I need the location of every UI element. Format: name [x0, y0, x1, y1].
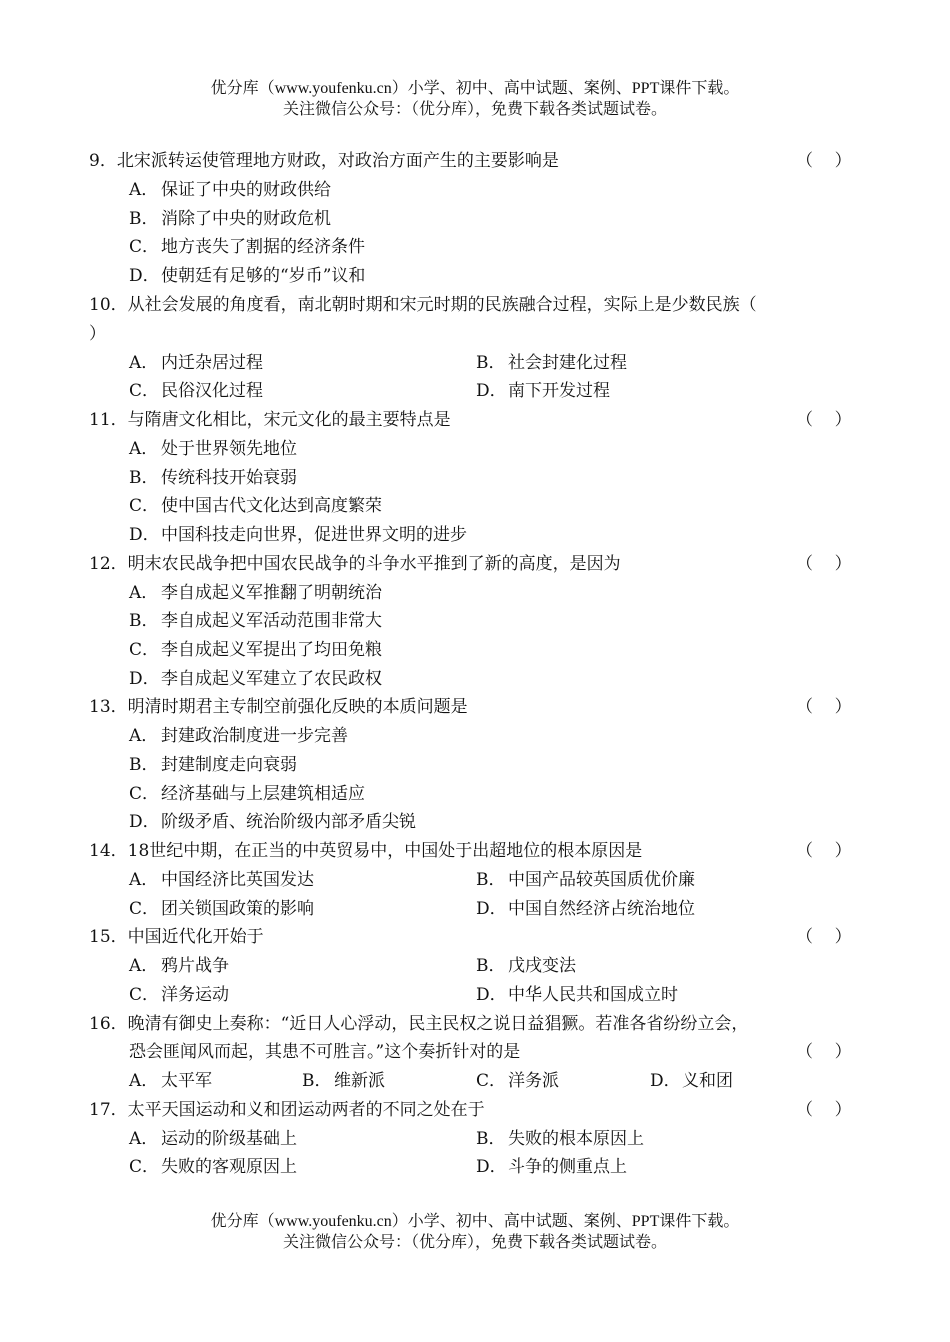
question-17-stem [89, 1100, 869, 1120]
question-number: 14． [89, 841, 128, 861]
question-14-stem [89, 841, 869, 861]
option-label: B． [302, 1071, 332, 1091]
option-label: C． [129, 381, 160, 401]
option-d [650, 1071, 733, 1091]
option-text: 封建政治制度进一步完善 [161, 726, 348, 746]
option-b [302, 1071, 385, 1091]
option-text: 地方丧失了割据的经济条件 [161, 237, 365, 257]
option-label: C． [476, 1071, 507, 1091]
option-label: A． [129, 870, 159, 890]
option-a [129, 1129, 297, 1149]
option-text: 中国产品较英国质优价廉 [508, 870, 695, 890]
question-16-continuation: 恐会匪闻风而起，其患不可胜言。”这个奏折针对的是 [129, 1042, 521, 1062]
option-label: D． [476, 1157, 507, 1177]
option-label: D． [476, 899, 507, 919]
option-c [129, 899, 314, 919]
option-text: 运动的阶级基础上 [161, 1129, 297, 1149]
question-number: 16． [89, 1014, 128, 1034]
question-text: 从社会发展的角度看，南北朝时期和宋元时期的民族融合过程，实际上是少数民族（ [127, 295, 757, 315]
option-label: B． [129, 468, 159, 488]
option-c [129, 496, 382, 516]
option-label: A． [129, 180, 159, 200]
option-d [476, 381, 610, 401]
option-text: 李自成起义军提出了均田免粮 [161, 640, 382, 660]
option-label: B． [129, 209, 159, 229]
answer-bracket: （ ） [796, 410, 852, 430]
option-text: 使中国古代文化达到高度繁荣 [161, 496, 382, 516]
question-9-stem [89, 151, 869, 171]
option-label: A． [129, 726, 159, 746]
option-label: C． [129, 496, 160, 516]
option-text: 消除了中央的财政危机 [161, 209, 331, 229]
question-text: 北宋派转运使管理地方财政，对政治方面产生的主要影响是 [116, 151, 559, 171]
option-a [129, 726, 348, 746]
option-text: 李自成起义军活动范围非常大 [161, 611, 382, 631]
option-label: A． [129, 1129, 159, 1149]
option-label: C． [129, 784, 160, 804]
option-b [129, 468, 297, 488]
footer-banner [0, 1211, 950, 1253]
option-label: B． [129, 755, 159, 775]
option-label: B． [476, 1129, 506, 1149]
option-text: 团关锁国政策的影响 [161, 899, 314, 919]
answer-bracket: （ ） [796, 1100, 852, 1120]
option-c [129, 985, 229, 1005]
answer-bracket: （ ） [796, 927, 852, 947]
header-line-1: 优分库（www.youfenku.cn）小学、初中、高中试题、案例、PPT课件下载。 [210, 80, 740, 97]
option-label: A． [129, 1071, 159, 1091]
option-label: D． [129, 266, 160, 286]
option-b [476, 870, 695, 890]
option-label: D． [650, 1071, 681, 1091]
option-text: 阶级矛盾、统治阶级内部矛盾尖锐 [161, 812, 416, 832]
option-c [129, 381, 263, 401]
option-label: C． [129, 640, 160, 660]
option-a [129, 1071, 212, 1091]
option-text: 洋务派 [508, 1071, 559, 1091]
option-label: D． [129, 812, 160, 832]
question-number: 15． [89, 927, 128, 947]
option-text: 保证了中央的财政供给 [161, 180, 331, 200]
question-text: 与隋唐文化相比，宋元文化的最主要特点是 [127, 410, 451, 430]
header-line-2: 关注微信公众号：（优分库），免费下载各类试题试卷。 [282, 101, 667, 118]
option-b [129, 209, 331, 229]
question-number: 10． [89, 295, 128, 315]
option-text: 失败的客观原因上 [161, 1157, 297, 1177]
question-13-stem [89, 697, 869, 717]
option-d [476, 899, 695, 919]
option-label: B． [476, 870, 506, 890]
option-label: C． [129, 985, 160, 1005]
question-number: 17． [89, 1100, 128, 1120]
option-d [476, 985, 678, 1005]
answer-bracket: （ ） [796, 554, 852, 574]
question-10-continuation: ） [89, 324, 106, 344]
option-label: D． [476, 985, 507, 1005]
footer-line-2: 关注微信公众号：（优分库），免费下载各类试题试卷。 [282, 1234, 667, 1251]
option-text: 中华人民共和国成立时 [508, 985, 678, 1005]
option-text: 封建制度走向衰弱 [161, 755, 297, 775]
option-b [129, 755, 297, 775]
option-label: B． [476, 353, 506, 373]
option-text: 斗争的侧重点上 [508, 1157, 627, 1177]
option-label: A． [129, 956, 159, 976]
option-b [476, 1129, 644, 1149]
option-text: 处于世界领先地位 [161, 439, 297, 459]
question-11-stem [89, 410, 869, 430]
option-b [476, 956, 576, 976]
option-label: C． [129, 899, 160, 919]
question-text: 明清时期君主专制空前强化反映的本质问题是 [127, 697, 468, 717]
option-text: 内迁杂居过程 [161, 353, 263, 373]
question-16-stem [89, 1014, 869, 1034]
answer-bracket: （ ） [796, 697, 852, 717]
option-label: D． [129, 525, 160, 545]
header-banner [0, 78, 950, 120]
option-text: 中国科技走向世界，促进世界文明的进步 [161, 525, 467, 545]
option-text: 太平军 [161, 1071, 212, 1091]
question-text: 太平天国运动和义和团运动两者的不同之处在于 [127, 1100, 485, 1120]
option-text: 李自成起义军推翻了明朝统治 [161, 583, 382, 603]
question-12-stem [89, 554, 869, 574]
option-label: D． [476, 381, 507, 401]
option-text: 使朝廷有足够的“岁币”议和 [161, 266, 366, 286]
option-b [476, 353, 627, 373]
option-d [476, 1157, 627, 1177]
option-text: 戊戌变法 [508, 956, 576, 976]
option-d [129, 266, 365, 286]
option-text: 南下开发过程 [508, 381, 610, 401]
option-label: C． [129, 237, 160, 257]
question-text: 中国近代化开始于 [127, 927, 264, 947]
question-text: 晚清有御史上奏称：“近日人心浮动，民主民权之说日益猖獗。若准各省纷纷立会， [127, 1014, 749, 1034]
option-b [129, 611, 382, 631]
option-a [129, 583, 382, 603]
option-label: D． [129, 669, 160, 689]
question-number: 9． [89, 151, 117, 171]
option-text: 中国经济比英国发达 [161, 870, 314, 890]
option-d [129, 669, 382, 689]
question-number: 12． [89, 554, 128, 574]
option-text: 社会封建化过程 [508, 353, 627, 373]
answer-bracket: （ ） [796, 1042, 852, 1062]
option-text: 经济基础与上层建筑相适应 [161, 784, 365, 804]
question-text: 明末农民战争把中国农民战争的斗争水平推到了新的高度，是因为 [127, 554, 621, 574]
option-c [476, 1071, 559, 1091]
answer-bracket: （ ） [796, 151, 852, 171]
option-d [129, 812, 416, 832]
option-a [129, 439, 297, 459]
option-label: B． [476, 956, 506, 976]
option-d [129, 525, 467, 545]
option-text: 失败的根本原因上 [508, 1129, 644, 1149]
option-label: C． [129, 1157, 160, 1177]
option-text: 中国自然经济占统治地位 [508, 899, 695, 919]
option-c [129, 784, 365, 804]
option-text: 义和团 [682, 1071, 733, 1091]
option-label: A． [129, 583, 159, 603]
option-text: 传统科技开始衰弱 [161, 468, 297, 488]
option-a [129, 180, 331, 200]
footer-line-1: 优分库（www.youfenku.cn）小学、初中、高中试题、案例、PPT课件下载。 [210, 1213, 740, 1230]
option-text: 鸦片战争 [161, 956, 229, 976]
question-text: 18世纪中期，在正当的中英贸易中，中国处于出超地位的根本原因是 [127, 841, 643, 861]
option-a [129, 870, 314, 890]
option-a [129, 353, 263, 373]
option-text: 民俗汉化过程 [161, 381, 263, 401]
answer-bracket: （ ） [796, 841, 852, 861]
option-c [129, 640, 382, 660]
option-c [129, 1157, 297, 1177]
option-text: 维新派 [334, 1071, 385, 1091]
option-text: 洋务运动 [161, 985, 229, 1005]
question-15-stem [89, 927, 869, 947]
option-a [129, 956, 229, 976]
option-label: A． [129, 353, 159, 373]
question-10-stem [89, 295, 869, 315]
option-c [129, 237, 365, 257]
question-number: 11． [89, 410, 128, 430]
option-label: A． [129, 439, 159, 459]
option-text: 李自成起义军建立了农民政权 [161, 669, 382, 689]
option-label: B． [129, 611, 159, 631]
question-number: 13． [89, 697, 128, 717]
